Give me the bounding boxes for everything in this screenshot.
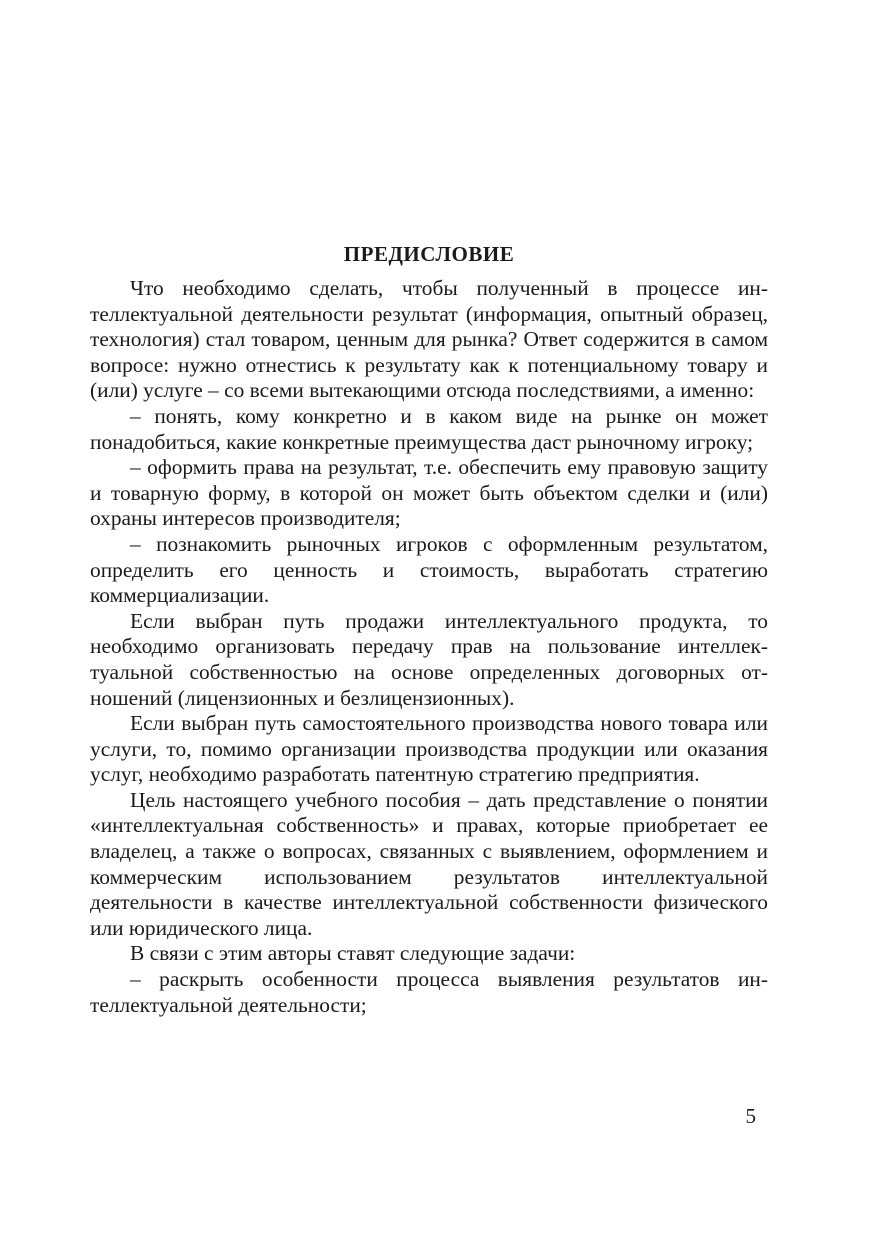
paragraph: – раскрыть особенности процесса выявления результатов интеллектуальной деятельности; xyxy=(90,967,768,1017)
body-text xyxy=(90,276,768,1018)
section-heading: ПРЕДИСЛОВИЕ xyxy=(343,242,515,267)
page-number: 5 xyxy=(745,1104,756,1128)
paragraph: – познакомить рыночных игроков с оформленным результатом, определить его ценность и стоимость, выработать стратегию коммерциализации. xyxy=(90,531,768,608)
paragraph: Если выбран путь самостоятельного производства нового товара или услуги, то, помимо организации производства продукции или оказания услуг, необходимо разработать патентную стратегию предприятия. xyxy=(90,711,768,787)
paragraph: Что необходимо сделать, чтобы полученный в процессе интеллектуальной деятельности результат (информация, опытный образец, технология) стал товаром, ценным для рынка? Ответ содержится в самом вопросе: нужно отнестись к результату как к потенциальному товару и (или) услуге – со всеми вытекающими отсюда последствиями, а именно: xyxy=(90,276,768,403)
paragraph: – понять, кому конкретно и в каком виде на рынке он может понадобиться, какие конкретные преимущества даст рыночному игроку; xyxy=(90,403,768,454)
paragraph: – оформить права на результат, т.е. обеспечить ему правовую защиту и товарную форму, в которой он может быть объектом сделки и (или) охраны интересов производителя; xyxy=(90,455,768,531)
paragraph: В связи с этим авторы ставят следующие задачи: xyxy=(130,941,576,966)
paragraph: Цель настоящего учебного пособия – дать представление о понятии «интеллектуальная собственность» и правах, которые приобретает ее владелец, а также о вопросах, связанных с выявлением, оформлением и коммерческим использованием результатов интеллектуальной деятельности в качестве интеллектуальной собственности физического или юридического лица. xyxy=(90,787,768,940)
book-page xyxy=(90,0,768,1241)
paragraph: Если выбран путь продажи интеллектуального продукта, то необходимо организовать передачу прав на пользование интеллектуальной собственностью на основе определенных договорных отношений (лицензионных и безлицензионных). xyxy=(90,608,768,710)
